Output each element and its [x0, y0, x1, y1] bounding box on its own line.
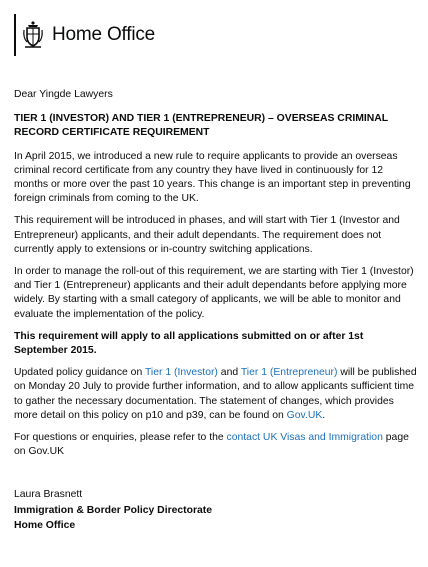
greeting: Dear Yingde Lawyers [14, 89, 113, 100]
signatory-name: Laura Brasnett [14, 489, 83, 501]
letter-header [14, 14, 155, 56]
enquiries-text-1: For questions or enquiries, please refer to the [14, 432, 227, 444]
paragraph-enquiries [14, 431, 418, 459]
subject-heading: TIER 1 (INVESTOR) AND TIER 1 (ENTREPRENEUR) – OVERSEAS CRIMINAL RECORD CERTIFICATE REQUIREMENT [14, 113, 388, 139]
royal-crest-icon [22, 20, 44, 50]
enquiries-text-2: page on Gov.UK [14, 432, 409, 458]
guidance-text-1: Updated policy guidance on [14, 367, 145, 379]
paragraph-rollout: In order to manage the roll-out of this requirement, we are starting with Tier 1 (Investor) and Tier 1 (Entrepreneur) applicants and their adult dependants before applying more widely. By starting with a small category of applicants, we will be able to monitor and evaluate the implementation of the policy. [14, 266, 414, 320]
signatory-directorate: Immigration & Border Policy Directorate [14, 504, 213, 516]
signatory-department: Home Office [14, 520, 76, 532]
contact-ukvi-link[interactable]: contact UK Visas and Immigration [226, 432, 383, 444]
paragraph-introduction: In April 2015, we introduced a new rule to require applicants to provide an overseas criminal record certificate from any country they have lived in continuously for 12 months or more over the past 10 years. This change is an important step in preventing foreign criminals from coming to the UK. [14, 150, 411, 205]
gov-uk-link[interactable]: Gov.UK [286, 409, 323, 421]
tier1-investor-link[interactable]: Tier 1 (Investor) [144, 367, 218, 379]
paragraph-phases: This requirement will be introduced in phases, and will start with Tier 1 (Investor and Entrepreneur) applicants, and their adult dependants. The requirement does not currently apply to extensions or in-country switching applications. [14, 215, 400, 255]
paragraph-guidance [14, 366, 418, 423]
guidance-text-3: will be published on Monday 20 July to provide further information, and to allow applicants sufficient time to gather the necessary documentation. The statement of changes, which provides more detail on this policy on p10 and p39, can be found on [14, 367, 417, 421]
letter-body [14, 88, 418, 534]
guidance-text-4: . [322, 409, 326, 421]
guidance-text-2: and [217, 367, 241, 379]
organisation-name: Home Office [52, 24, 156, 45]
logo-block [14, 14, 155, 56]
tier1-entrepreneur-link[interactable]: Tier 1 (Entrepreneur) [240, 367, 338, 379]
signoff [14, 487, 418, 534]
paragraph-effective-date: This requirement will apply to all applications submitted on or after 1st September 2015. [14, 330, 364, 357]
